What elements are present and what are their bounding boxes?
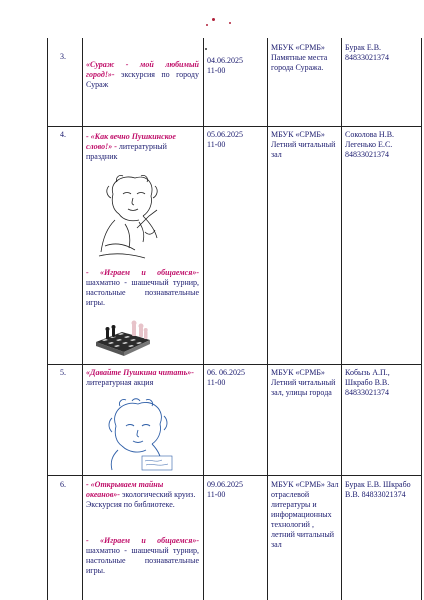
table-row-number: 5. (60, 368, 66, 377)
event-description (86, 132, 199, 162)
event-place: МБУК «СРМБ» Памятные места города Суража. (271, 43, 328, 72)
table-col-divider (203, 38, 204, 600)
table-col-divider (82, 38, 83, 600)
event-place: МБУК «СРМБ» Зал отраслевой литературы и информационных технологий , летний читальный зал (271, 480, 339, 549)
event-subtitle: литературный праздник (86, 142, 167, 161)
event-date: 06. 06.2025 11-00 (207, 368, 245, 387)
event-subtitle: шахматно - шашечный турнир, настольные познавательные игры. (86, 546, 199, 575)
pushkin-portrait-sketch (95, 172, 175, 260)
event-description (86, 368, 199, 388)
event-place: МБУК «СРМБ» Летний читальный зал, улицы города (271, 368, 336, 397)
table-row-number: 4. (60, 130, 66, 139)
event-responsible: Бурак Е.В. 84833021374 (345, 43, 389, 62)
event-place: МБУК «СРМБ» Летний читальный зал (271, 130, 336, 159)
event-title: - «Открываем тайны океанов»- (86, 480, 164, 499)
event-subtitle: литературная акция (86, 378, 154, 387)
event-responsible: Соколова Н.В. Легенько Е.С. 84833021374 (345, 130, 395, 159)
table-row-number: 3. (60, 52, 66, 61)
chess-board-illustration (92, 318, 152, 358)
event-date: 09.06.2025 11-00 (207, 480, 243, 499)
table-row-divider (47, 364, 422, 365)
event-subtitle: шахматно - шашечный турнир, настольные познавательные игры. (86, 278, 199, 307)
pushkin-portrait-illustration (102, 398, 174, 472)
table-row-divider (47, 475, 422, 476)
event-description-secondary (86, 268, 199, 308)
event-responsible: Бурак Е.В. Шкрабо В.В. 84833021374 (345, 480, 411, 499)
event-responsible: Кобызь А.П., Шкрабо В.В. 84833021374 (345, 368, 390, 397)
event-date: 04.06.2025 11-00 (207, 56, 243, 75)
table-border-left (47, 38, 48, 600)
table-border-right (421, 38, 422, 600)
table-col-divider (267, 38, 268, 600)
table-row-number: 6. (60, 480, 66, 489)
event-subtitle: экскурсия по городу Сураж (86, 70, 199, 89)
scan-speck (212, 18, 215, 21)
event-date: 05.06.2025 11-00 (207, 130, 243, 149)
event-subtitle: экологический круиз. Экскурсия по библиотеке. (86, 490, 196, 509)
scan-speck (205, 48, 207, 50)
event-title: «Сураж - мой любимый город!»- (86, 60, 199, 79)
scan-speck (229, 22, 231, 24)
event-title: - «Играем и общаемся»- (86, 268, 199, 277)
table-row-divider (47, 126, 422, 127)
event-description (86, 480, 199, 510)
event-description-secondary (86, 536, 199, 576)
event-description (86, 60, 199, 90)
event-title: - «Играем и общаемся»- (86, 536, 199, 545)
event-title: - «Как вечно Пушкинское слово!» - (86, 132, 176, 151)
table-col-divider (341, 38, 342, 600)
event-title: «Давайте Пушкина читать»- (86, 368, 194, 377)
scan-speck (206, 24, 208, 26)
